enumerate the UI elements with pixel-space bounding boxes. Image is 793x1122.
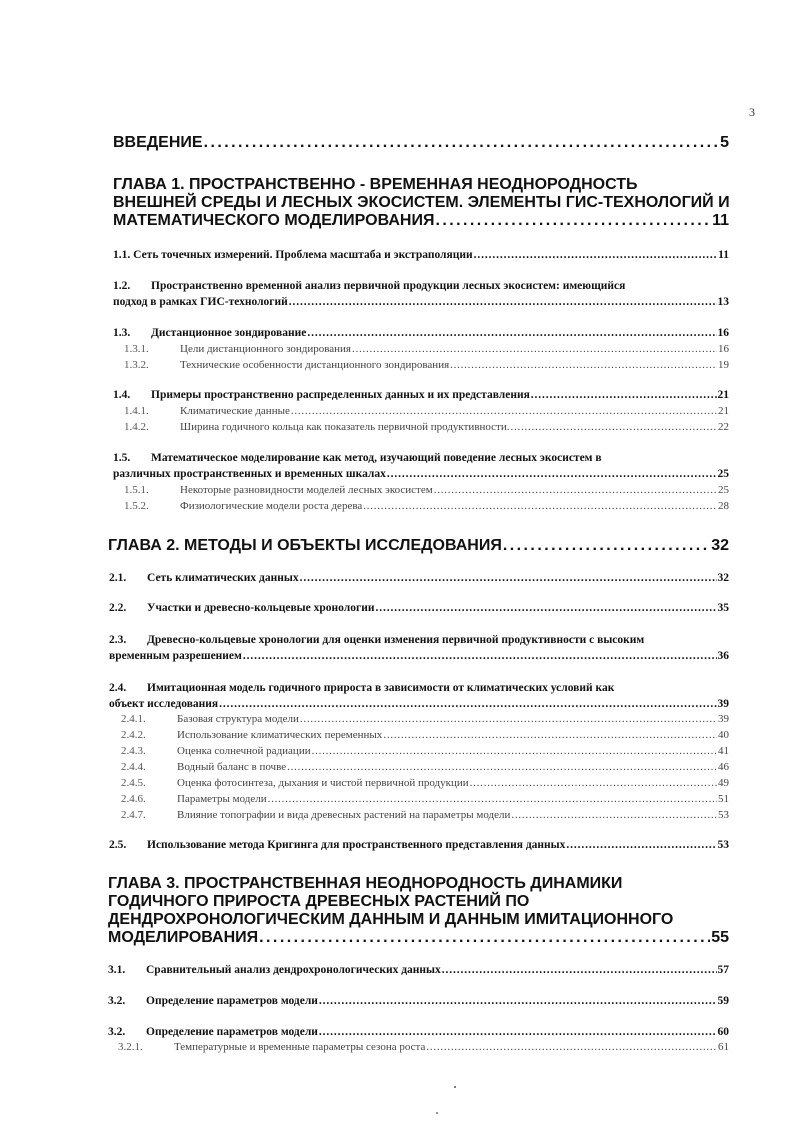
section-title: Имитационная модель годичного прироста в зависимости от климатических условий как [147,682,615,694]
dot-leader [289,296,717,308]
toc-page: 61 [718,1041,729,1053]
toc-page: 51 [718,793,729,805]
toc-title [124,343,351,355]
toc-chapter-3[interactable] [108,929,729,947]
toc-title: временным разрешением [109,650,242,662]
dot-leader [312,745,717,757]
chapter-3-title-line-1[interactable]: ГЛАВА 3. ПРОСТРАНСТВЕННАЯ НЕОДНОРОДНОСТЬ ДИНАМИКИ [108,875,623,892]
toc-page: 13 [717,296,729,308]
toc-subsection-1-5-1[interactable] [124,484,729,496]
toc-section-1-2[interactable] [113,296,729,308]
dot-leader [511,809,717,821]
toc-section-3-1[interactable] [108,964,729,976]
dot-leader [300,572,717,584]
dot-leader [434,484,717,496]
dot-leader [450,359,717,371]
subsection-title: Влияние топографии и вида древесных растений на параметры модели [177,809,511,821]
dot-leader [426,1041,717,1053]
toc-subsection-1-3-2[interactable] [124,359,729,371]
toc-title [108,995,318,1007]
toc-title [121,745,311,757]
scan-speck [436,1112,438,1114]
section-title: Использование метода Кригинга для пространственного представления данных [147,839,566,851]
subsection-title: Базовая структура модели [177,713,299,725]
section-number: 2.2. [109,602,127,614]
toc-title [121,793,267,805]
toc-section-3-2[interactable] [108,995,729,1007]
dot-leader [204,134,720,152]
toc-section-1-5[interactable] [113,468,729,480]
subsection-title: Технические особенности дистанционного зондирования [180,359,450,371]
subsection-number: 2.4.2. [121,729,146,741]
toc-subsection-1-3-1[interactable] [124,343,729,355]
toc-subsection-2-4-2[interactable] [121,729,729,741]
section-number: 3.2. [108,1026,126,1038]
subsection-number: 1.5.1. [124,484,149,496]
toc-page: 32 [711,537,729,554]
dot-leader [287,761,717,773]
section-title: Пространственно временной анализ первичной продукции лесных экосистем: имеющийся [151,280,626,292]
toc-title [109,839,565,851]
toc-title [124,421,510,433]
subsection-title: Использование климатических переменных [177,729,383,741]
toc-page: 19 [718,359,729,371]
toc-subsection-2-4-1[interactable] [121,713,729,725]
dot-leader [470,777,717,789]
subsection-number: 3.2.1. [118,1041,143,1053]
toc-title [121,777,469,789]
toc-title [124,405,290,417]
subsection-title: Параметры модели [177,793,267,805]
dot-leader [291,405,717,417]
section-number: 3.1. [108,964,126,976]
toc-subsection-3-2-1[interactable] [118,1041,729,1053]
toc-title: МАТЕМАТИЧЕСКОГО МОДЕЛИРОВАНИЯ [113,212,435,229]
dot-leader [474,249,718,261]
chapter-1-title-line-1[interactable]: ГЛАВА 1. ПРОСТРАНСТВЕННО - ВРЕМЕННАЯ НЕОДНОРОДНОСТЬ [113,176,638,193]
subsection-number: 1.3.1. [124,343,149,355]
section-title: Древесно-кольцевые хронологии для оценки изменения первичной продуктивности с высоким [147,634,645,646]
toc-page: 21 [717,389,729,401]
toc-title [113,389,530,401]
subsection-title: Ширина годичного кольца как показатель первичной продуктивности. [180,421,510,433]
toc-page: 25 [717,468,729,480]
section-number: 1.4. [113,389,131,401]
toc-subsection-2-4-6[interactable] [121,793,729,805]
dot-leader [387,468,717,480]
toc-subsection-2-4-3[interactable] [121,745,729,757]
subsection-number: 1.5.2. [124,500,149,512]
toc-title [124,359,449,371]
dot-leader [319,1026,717,1038]
section-number: 3.2. [108,995,126,1007]
toc-page: 59 [717,995,729,1007]
subsection-number: 2.4.7. [121,809,146,821]
toc-page: 46 [718,761,729,773]
toc-page: 32 [717,572,729,584]
toc-title: МОДЕЛИРОВАНИЯ [108,929,259,946]
chapter-1-title-line-2[interactable]: ВНЕШНЕЙ СРЕДЫ И ЛЕСНЫХ ЭКОСИСТЕМ. ЭЛЕМЕНТЫ ГИС-ТЕХНОЛОГИЙ И [113,194,730,211]
dot-leader [531,389,717,401]
subsection-number: 2.4.4. [121,761,146,773]
subsection-number: 2.4.5. [121,777,146,789]
dot-leader [307,327,716,339]
toc-page: 55 [711,929,729,946]
toc-page: 41 [718,745,729,757]
toc-title [124,500,362,512]
toc-section-2-3[interactable] [109,650,729,662]
dot-leader [363,500,717,512]
subsection-number: 1.3.2. [124,359,149,371]
toc-title [121,729,382,741]
toc-title [121,713,299,725]
toc-page: 53 [718,809,729,821]
section-title: Примеры пространственно распределенных данных и их представления [151,389,530,401]
dot-leader [319,995,717,1007]
toc-title: подход в рамках ГИС-технологий [113,296,288,308]
subsection-number: 2.4.3. [121,745,146,757]
subsection-number: 2.4.1. [121,713,146,725]
subsection-number: 1.4.1. [124,405,149,417]
toc-page: 11 [712,212,729,229]
toc-section-3-2-repeat[interactable] [108,1026,729,1038]
subsection-title: Водный баланс в почве [177,761,287,773]
toc-section-2-2[interactable] [109,602,729,614]
toc-section-1-1[interactable] [113,249,729,261]
toc-page: 11 [718,249,729,261]
page-number: 3 [749,105,755,119]
dot-leader [243,650,717,662]
subsection-title: Климатические данные [180,405,290,417]
toc-chapter-2[interactable] [108,537,729,555]
subsection-title: Цели дистанционного зондирования [180,343,351,355]
dot-leader [503,537,710,555]
toc-subsection-2-4-4[interactable] [121,761,729,773]
dot-leader [383,729,717,741]
dot-leader [566,839,716,851]
toc-page: 16 [718,343,729,355]
toc-subsection-2-4-5[interactable] [121,777,729,789]
dot-leader [375,602,716,614]
toc-title [109,602,374,614]
toc-page: 53 [717,839,729,851]
section-title: Определение параметров модели [146,1026,318,1038]
toc-page: 36 [717,650,729,662]
toc-section-1-5-line-1[interactable] [113,452,602,464]
chapter-3-title-line-3[interactable]: ДЕНДРОХРОНОЛОГИЧЕСКИМ ДАННЫМ И ДАННЫМ ИМИТАЦИОННОГО [108,911,674,928]
toc-subsection-1-4-2[interactable] [124,421,729,433]
toc-page: 16 [717,327,729,339]
toc-section-2-4-line-1[interactable] [109,682,614,694]
dot-leader [300,713,717,725]
toc-page: 5 [720,134,729,151]
toc-page: 35 [717,602,729,614]
toc-page: 57 [717,964,729,976]
section-title: Математическое моделирование как метод, изучающий поведение лесных экосистем в [151,452,602,464]
dot-leader [219,698,716,710]
toc-title [108,964,441,976]
section-title: Определение параметров модели [146,995,318,1007]
section-number: 2.4. [109,682,127,694]
toc-title [109,572,299,584]
section-number: 2.5. [109,839,127,851]
toc-section-2-3-line-1[interactable] [109,634,644,646]
dot-leader [511,421,717,433]
toc-page: 22 [718,421,729,433]
toc-section-1-2-line-1[interactable] [113,280,625,292]
section-number: 1.5. [113,452,131,464]
chapter-3-title-line-2[interactable]: ГОДИЧНОГО ПРИРОСТА ДРЕВЕСНЫХ РАСТЕНИЙ ПО [108,893,530,910]
toc-title: ГЛАВА 2. МЕТОДЫ И ОБЪЕКТЫ ИССЛЕДОВАНИЯ [108,537,502,554]
toc-section-1-4[interactable] [113,389,729,401]
toc-page: 49 [718,777,729,789]
dot-leader [435,212,711,230]
toc-page: 40 [718,729,729,741]
section-title: Дистанционное зондирование [151,327,307,339]
subsection-title: Физиологические модели роста дерева [180,500,363,512]
toc-page: 60 [717,1026,729,1038]
subsection-number: 1.4.2. [124,421,149,433]
toc-title [113,327,306,339]
dot-leader [268,793,717,805]
toc-section-1-3[interactable] [113,327,729,339]
toc-page: 28 [718,500,729,512]
toc-title [124,484,433,496]
dot-leader [259,929,710,947]
toc-section-2-5[interactable] [109,839,729,851]
subsection-title: Некоторые разновидности моделей лесных экосистем [180,484,433,496]
toc-title [121,761,286,773]
toc-title [118,1041,425,1053]
section-number: 1.2. [113,280,131,292]
section-number: 2.3. [109,634,127,646]
subsection-title: Температурные и временные параметры сезона роста [174,1041,426,1053]
subsection-title: Оценка фотосинтеза, дыхания и чистой первичной продукции [177,777,469,789]
subsection-number: 2.4.6. [121,793,146,805]
toc-subsection-1-5-2[interactable] [124,500,729,512]
section-title: Сеть климатических данных [147,572,299,584]
toc-chapter-1[interactable] [113,212,729,230]
toc-subsection-2-4-7[interactable] [121,809,729,821]
toc-section-2-4[interactable] [109,698,729,710]
toc-page: 25 [718,484,729,496]
toc-page: 21 [718,405,729,417]
section-number: 1.3. [113,327,131,339]
section-title: Участки и древесно-кольцевые хронологии [147,602,375,614]
toc-subsection-1-4-1[interactable] [124,405,729,417]
toc-title: объект исследования [109,698,219,710]
section-number: 2.1. [109,572,127,584]
scan-speck [454,1086,456,1088]
toc-title: различных пространственных и временных шкалах [113,468,386,480]
toc-title [121,809,510,821]
dot-leader [352,343,717,355]
toc-introduction[interactable] [113,134,729,152]
toc-title: 1.1. Сеть точечных измерений. Проблема масштаба и экстраполяции [113,249,473,261]
toc-title: ВВЕДЕНИЕ [113,134,203,151]
toc-title [108,1026,318,1038]
subsection-title: Оценка солнечной радиации [177,745,311,757]
toc-page: 39 [717,698,729,710]
toc-section-2-1[interactable] [109,572,729,584]
dot-leader [442,964,717,976]
section-title: Сравнительный анализ дендрохронологических данных [146,964,441,976]
toc-page: 39 [718,713,729,725]
